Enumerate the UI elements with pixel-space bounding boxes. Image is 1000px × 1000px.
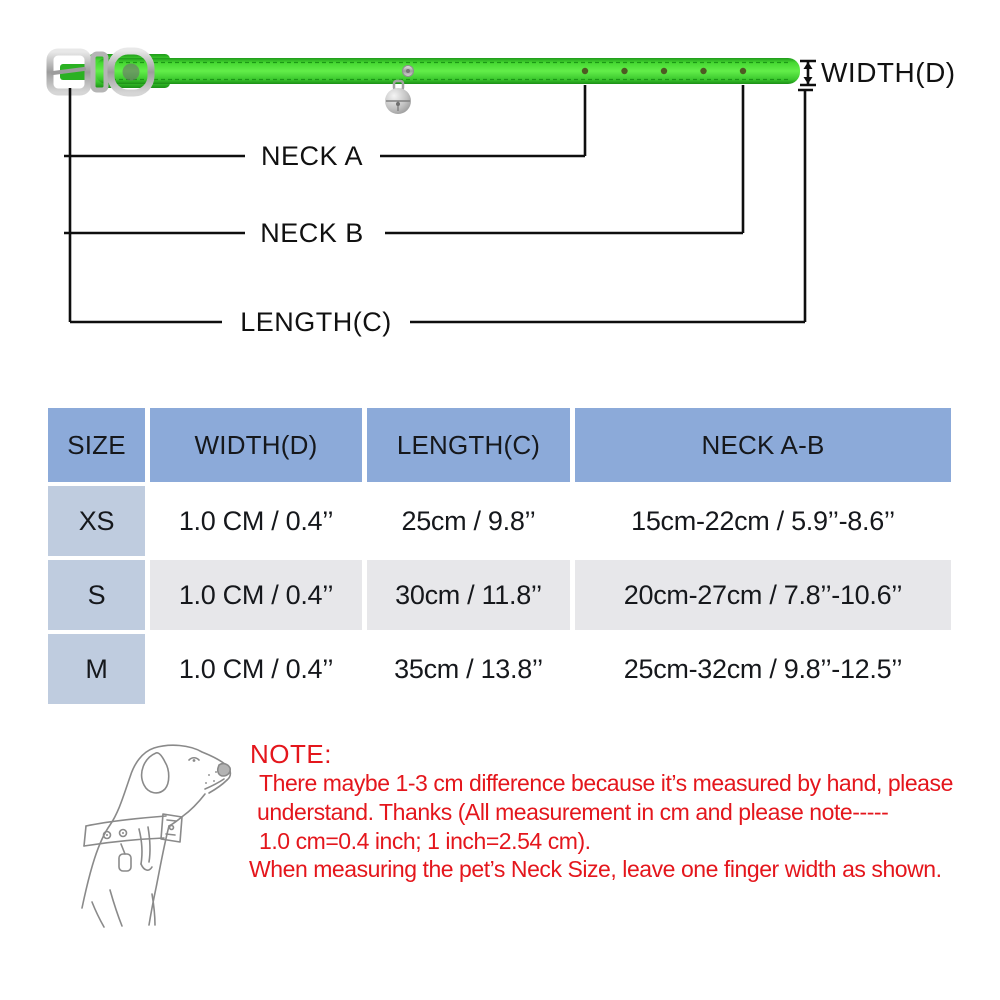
length-value: 30cm / 11.8’’ — [367, 560, 570, 630]
col-header-width: WIDTH(D) — [150, 408, 362, 482]
length-value: 25cm / 9.8’’ — [367, 486, 570, 556]
size-label: S — [48, 560, 145, 630]
note-footer: When measuring the pet’s Neck Size, leave one finger width as shown. — [249, 856, 942, 882]
size-table-container — [43, 404, 956, 708]
note-line: 1.0 cm=0.4 inch; 1 inch=2.54 cm). — [259, 828, 591, 854]
width-value: 1.0 CM / 0.4’’ — [150, 560, 362, 630]
collar-measurement-diagram — [40, 40, 960, 350]
collar-strap — [88, 54, 800, 88]
size-label: M — [48, 634, 145, 704]
length-c-label: LENGTH(C) — [240, 307, 392, 337]
dog-sketch — [52, 732, 252, 937]
note-title: NOTE: — [250, 739, 332, 769]
col-header-length: LENGTH(C) — [367, 408, 570, 482]
neck-value: 15cm-22cm / 5.9’’-8.6’’ — [575, 486, 951, 556]
width-value: 1.0 CM / 0.4’’ — [150, 634, 362, 704]
neck-a-label: NECK A — [260, 141, 364, 171]
table-row-s — [48, 560, 951, 630]
neck-b-label: NECK B — [260, 218, 364, 248]
table-header-row — [48, 408, 951, 482]
col-header-neck: NECK A-B — [575, 408, 951, 482]
bell-icon — [385, 81, 411, 114]
table-row-m — [48, 634, 951, 704]
buckle-icon — [50, 52, 94, 92]
width-d-label: WIDTH(D) — [821, 57, 956, 88]
neck-value: 25cm-32cm / 9.8’’-12.5’’ — [575, 634, 951, 704]
col-header-size: SIZE — [48, 408, 145, 482]
neck-value: 20cm-27cm / 7.8’’-10.6’’ — [575, 560, 951, 630]
length-value: 35cm / 13.8’’ — [367, 634, 570, 704]
size-table — [43, 404, 956, 708]
table-row-xs — [48, 486, 951, 556]
measurement-lines — [64, 61, 816, 322]
note-line: understand. Thanks (All measurement in cm and please note----- — [257, 799, 889, 825]
note-line: There maybe 1-3 cm difference because it’s measured by hand, please — [259, 770, 953, 796]
size-label: XS — [48, 486, 145, 556]
width-value: 1.0 CM / 0.4’’ — [150, 486, 362, 556]
rivet-icon — [403, 66, 414, 77]
